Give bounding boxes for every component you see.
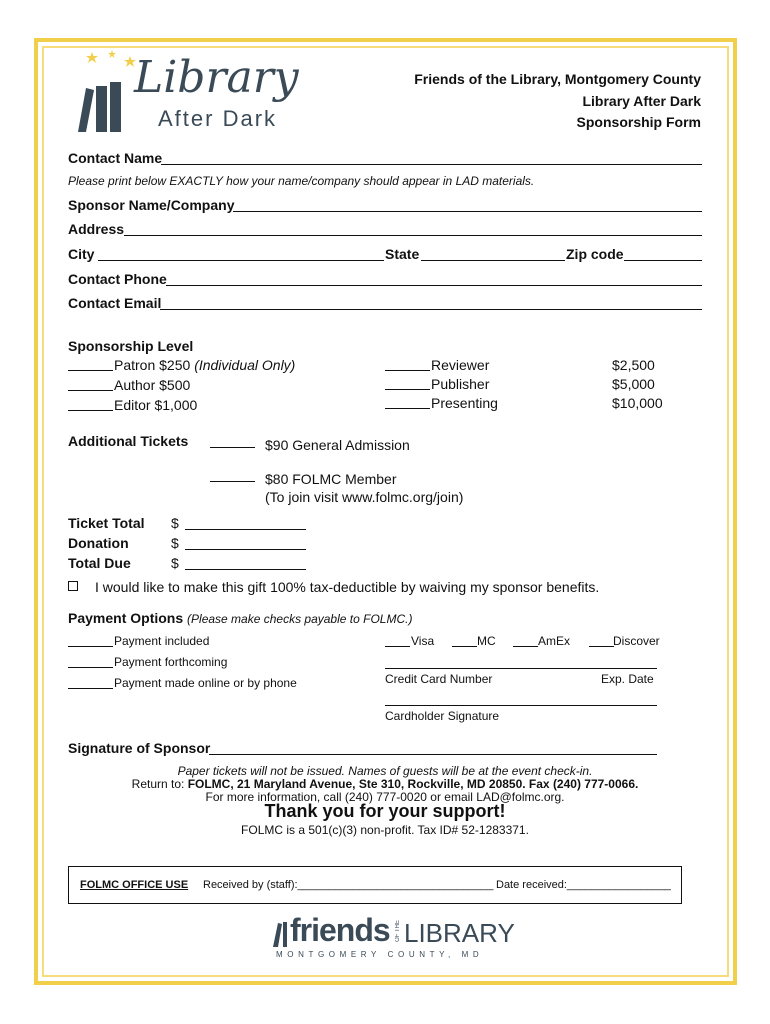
books-icon — [72, 74, 128, 134]
cardholder-signature-field[interactable] — [385, 705, 657, 706]
received-by[interactable]: Received by (staff):________________________________ — [203, 879, 494, 891]
phone-field[interactable] — [166, 285, 702, 286]
signature-label: Signature of Sponsor — [68, 740, 211, 756]
tax-deductible-label: I would like to make this gift 100% tax-deductible by waiving my sponsor benefits. — [95, 579, 600, 595]
friends-text: friends — [290, 912, 390, 948]
county-text: MONTGOMERY COUNTY, MD — [276, 950, 484, 959]
presenting-option: Presenting — [431, 395, 498, 411]
ticket-total-field[interactable] — [185, 529, 306, 530]
friends-library-logo — [272, 912, 515, 962]
member-label: $80 FOLMC Member — [265, 471, 397, 487]
member-blank[interactable] — [210, 481, 255, 482]
reviewer-option: Reviewer — [431, 357, 490, 373]
payment-forthcoming-blank[interactable] — [68, 667, 113, 668]
office-use-label: FOLMC OFFICE USE — [80, 879, 189, 891]
patron-option — [114, 357, 295, 373]
donation-currency: $ — [171, 535, 179, 551]
ticket-total-label: Ticket Total — [68, 515, 145, 531]
discover-label: Discover — [613, 634, 660, 648]
sponsor-name-field[interactable] — [233, 211, 702, 212]
payment-heading-row — [68, 610, 412, 626]
logo-after-dark-text: After Dark — [158, 106, 278, 131]
email-label: Contact Email — [68, 295, 162, 311]
mc-blank[interactable] — [452, 646, 477, 647]
more-info: For more information, call (240) 777-0020 or email LAD@folmc.org. — [205, 790, 565, 804]
payment-included-label: Payment included — [114, 634, 210, 648]
friends-books-icon — [272, 920, 292, 948]
return-address — [60, 777, 710, 791]
total-due-currency: $ — [171, 555, 179, 571]
contact-name-field[interactable] — [161, 164, 702, 165]
state-field[interactable] — [421, 260, 565, 261]
payment-online-blank[interactable] — [68, 688, 113, 689]
sponsorship-heading: Sponsorship Level — [68, 338, 194, 354]
address-field[interactable] — [124, 235, 702, 236]
author-blank[interactable] — [68, 390, 113, 391]
tax-deductible-checkbox[interactable] — [68, 581, 78, 591]
ticket-total-currency: $ — [171, 515, 179, 531]
logo-library-text: Library — [134, 52, 299, 103]
editor-blank[interactable] — [68, 410, 113, 411]
header-org: Friends of the Library, Montgomery County — [414, 71, 701, 87]
state-label: State — [385, 246, 420, 262]
zip-field[interactable] — [624, 260, 702, 261]
author-option: Author $500 — [114, 377, 191, 393]
editor-option: Editor $1,000 — [114, 397, 198, 413]
library-after-dark-logo — [72, 48, 332, 138]
city-field[interactable] — [98, 260, 384, 261]
payment-heading-note: (Please make checks payable to FOLMC.) — [187, 612, 413, 626]
library-text: LIBRARY — [404, 918, 515, 948]
donation-field[interactable] — [185, 549, 306, 550]
sponsor-name-label: Sponsor Name/Company — [68, 197, 235, 213]
paper-tickets-note: Paper tickets will not be issued. Names of guests will be at the event check-in. — [177, 764, 593, 778]
visa-label: Visa — [411, 634, 435, 648]
city-label: City — [68, 246, 95, 262]
visa-blank[interactable] — [385, 646, 410, 647]
publisher-price: $5,000 — [612, 376, 655, 392]
member-note: (To join visit www.folmc.org/join) — [265, 489, 464, 505]
patron-label: Patron $250 — [114, 357, 191, 373]
general-admission-label: $90 General Admission — [265, 437, 410, 453]
reviewer-price: $2,500 — [612, 357, 655, 373]
payment-online-label: Payment made online or by phone — [114, 676, 297, 690]
email-field[interactable] — [160, 309, 702, 310]
presenting-price: $10,000 — [612, 395, 663, 411]
payment-heading: Payment Options — [68, 610, 184, 626]
contact-name-label: Contact Name — [68, 150, 163, 166]
cardholder-signature-label: Cardholder Signature — [385, 709, 500, 723]
general-admission-blank[interactable] — [210, 447, 255, 448]
return-address-bold: FOLMC, 21 Maryland Avenue, Ste 310, Rockville, MD 20850. Fax (240) 777-0066. — [187, 777, 639, 791]
zip-label: Zip code — [566, 246, 624, 262]
patron-note: (Individual Only) — [194, 357, 296, 373]
presenting-blank[interactable] — [385, 408, 430, 409]
address-label: Address — [68, 221, 125, 237]
date-received[interactable]: Date received:_________________ — [496, 879, 671, 891]
return-prefix: Return to: — [131, 777, 188, 791]
print-note: Please print below EXACTLY how your name/company should appear in LAD materials. — [68, 174, 535, 188]
thank-you: Thank you for your support! — [264, 801, 506, 821]
payment-forthcoming-label: Payment forthcoming — [114, 655, 228, 669]
of-the-text: OF THE — [395, 920, 401, 942]
amex-blank[interactable] — [513, 646, 538, 647]
header-form-title: Sponsorship Form — [576, 114, 701, 130]
tax-id: FOLMC is a 501(c)(3) non-profit. Tax ID# 52-1283371. — [241, 823, 529, 837]
exp-date-label: Exp. Date — [601, 672, 654, 686]
tickets-heading: Additional Tickets — [68, 433, 189, 449]
signature-field[interactable] — [209, 754, 657, 755]
publisher-option: Publisher — [431, 376, 490, 392]
payment-included-blank[interactable] — [68, 646, 113, 647]
total-due-label: Total Due — [68, 555, 131, 571]
donation-label: Donation — [68, 535, 129, 551]
amex-label: AmEx — [538, 634, 571, 648]
credit-card-field[interactable] — [385, 668, 657, 669]
mc-label: MC — [477, 634, 496, 648]
patron-blank[interactable] — [68, 370, 113, 371]
credit-card-label: Credit Card Number — [385, 672, 493, 686]
phone-label: Contact Phone — [68, 271, 167, 287]
reviewer-blank[interactable] — [385, 370, 430, 371]
total-due-field[interactable] — [185, 569, 306, 570]
discover-blank[interactable] — [589, 646, 614, 647]
header-event: Library After Dark — [582, 93, 701, 109]
publisher-blank[interactable] — [385, 389, 430, 390]
